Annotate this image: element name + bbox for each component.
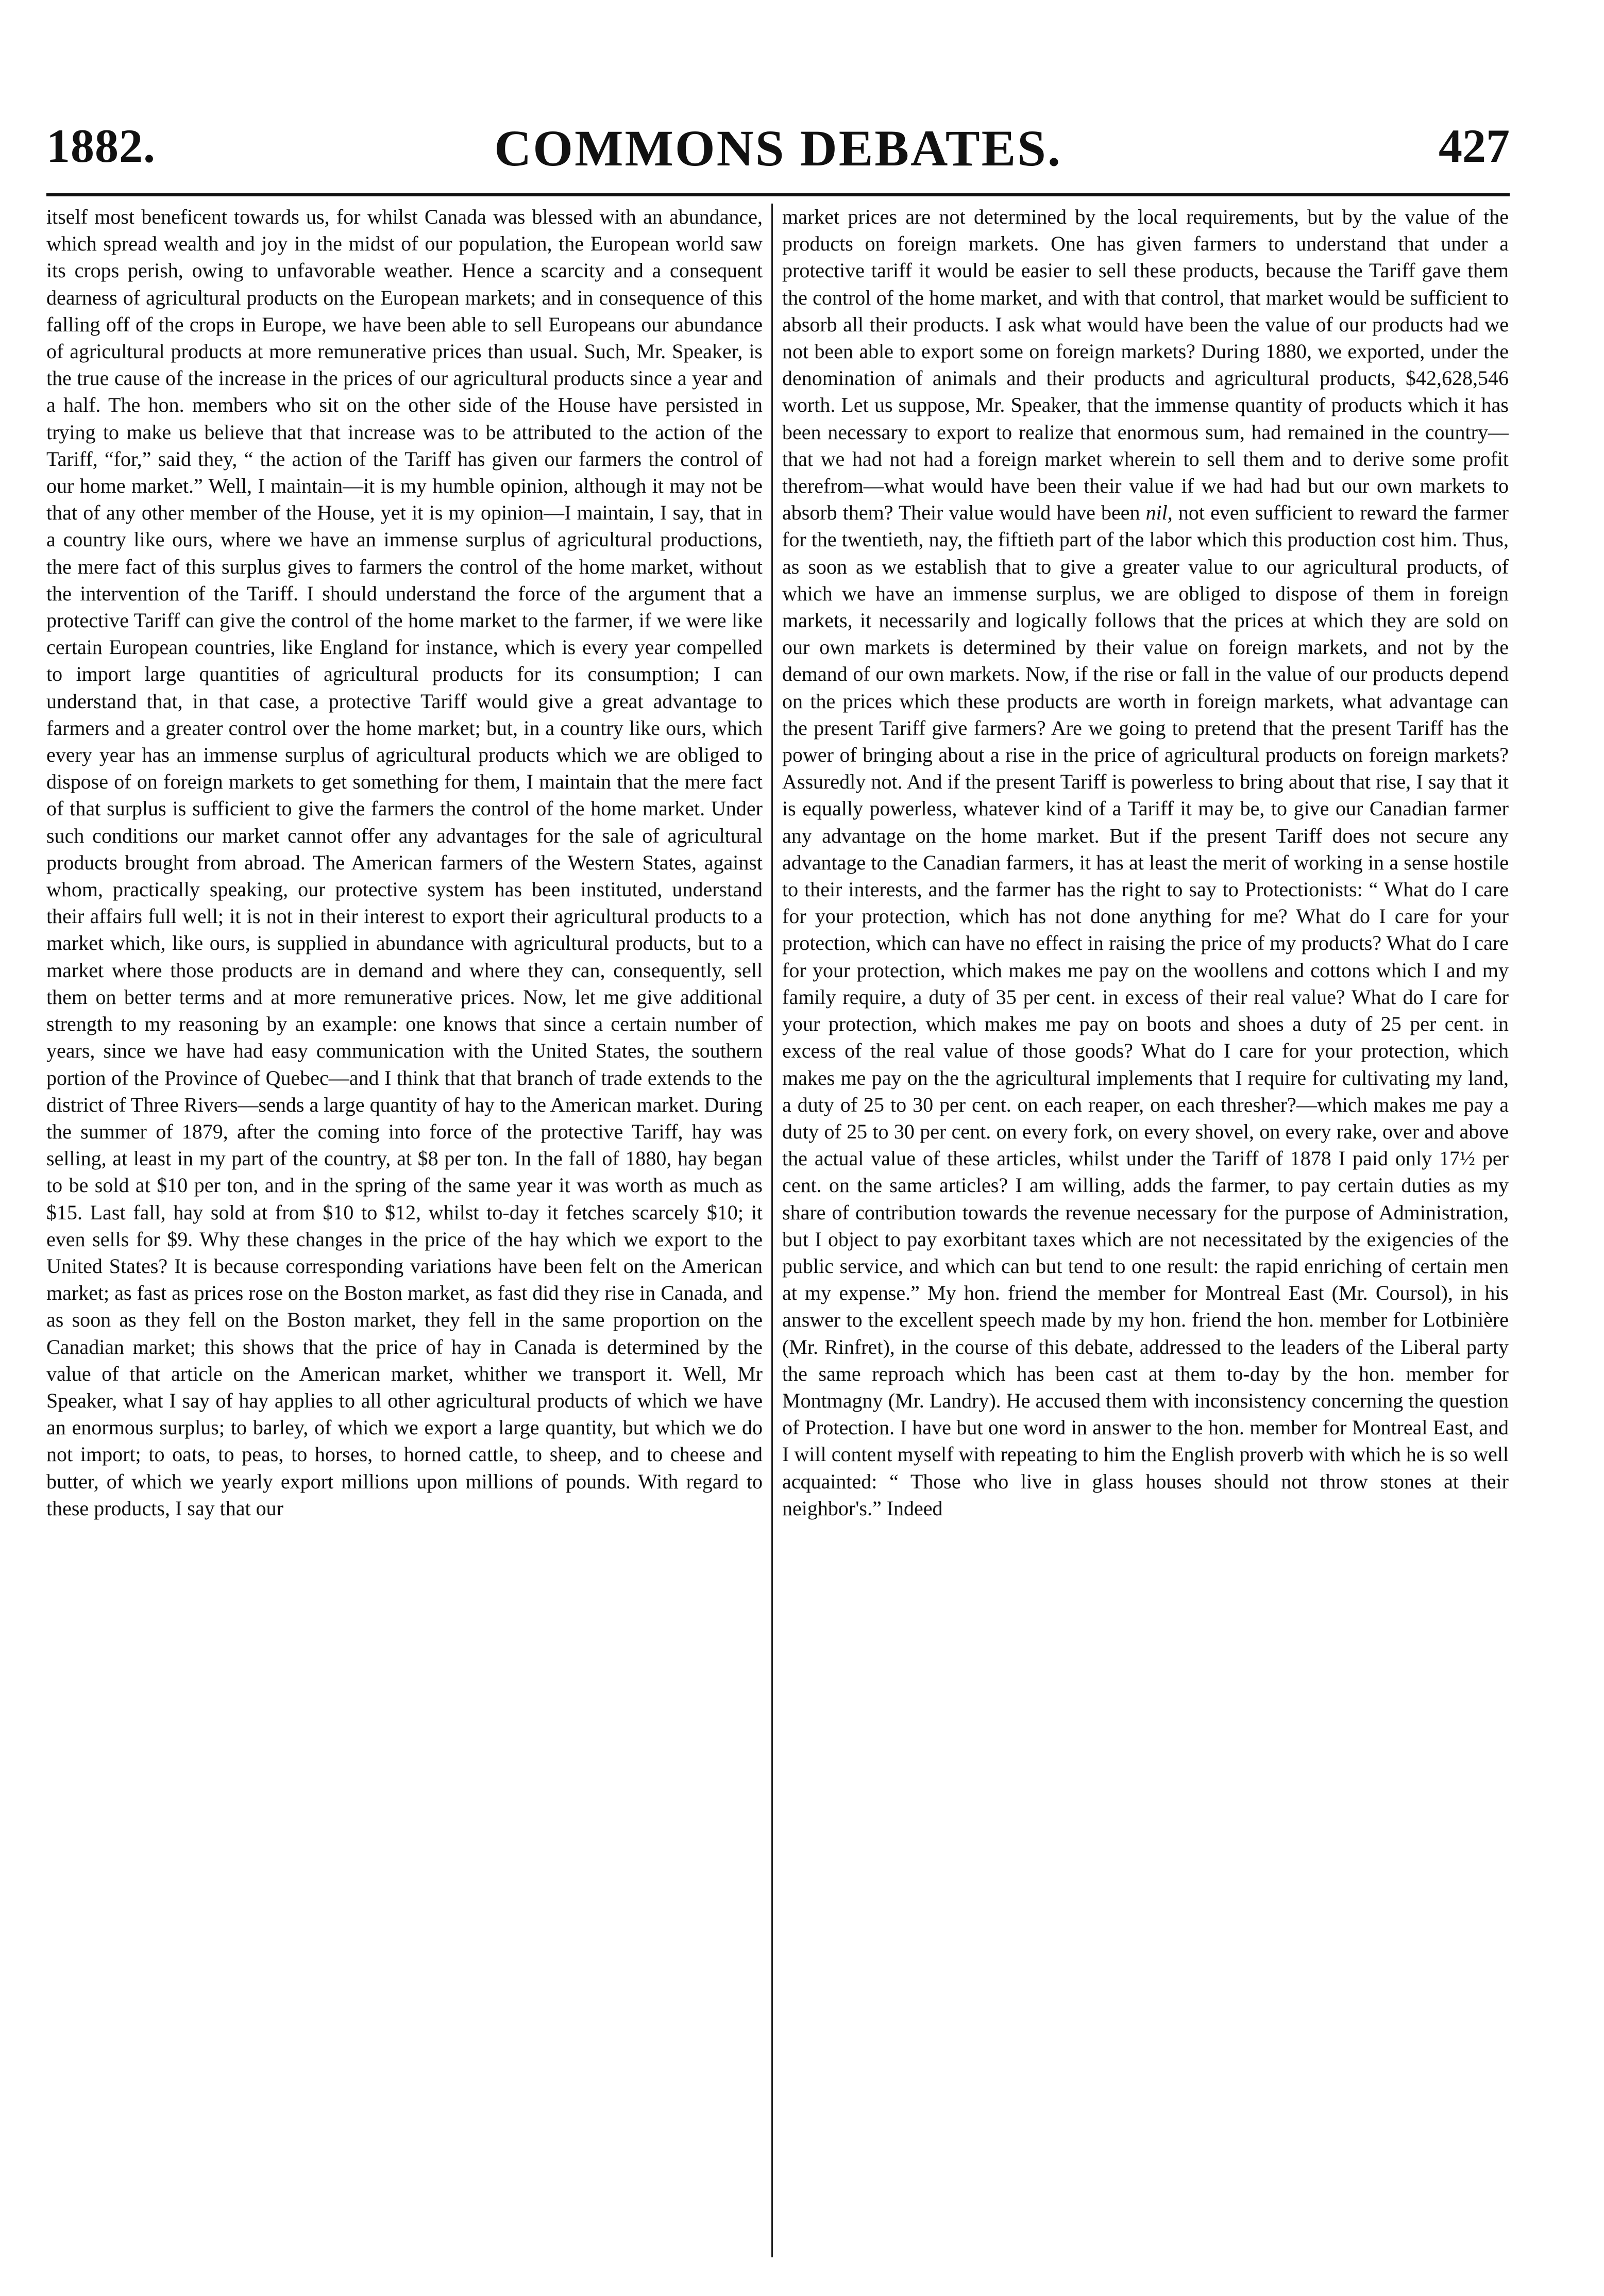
left-column-text: itself most beneficent towards us, for whilst Canada was blessed with an abundance, which spread wealth and joy in the midst of our population, the European world saw its crops perish, owing to unfavorable weather. Hence a scarcity and a consequent dearness of agricultural products on the European markets; and in consequence of this falling off of the crops in Europe, we have been able to sell Europeans our abundance of agricultural products at more remunerative prices than usual. Such, Mr. Speaker, is the true cause of the increase in the prices of our agricultural products since a year and a half. The hon. members who sit on the other side of the House have persisted in trying to make us believe that that increase was to be attributed to the action of the Tariff, “for,” said they, “ the action of the Tariff has given our farmers the control of our home market.” Well, I maintain—it is my humble opinion, although it may not be that of any other member of the House, yet it is my opinion—I maintain, I say, that in a country like ours, where we have an immense surplus of agricultural productions, the mere fact of this surplus gives to farmers the control of the home market, without the intervention of the Tariff. I should understand the force of the argument that a protective Tariff can give the control of the home market to the farmer, if we were like certain European countries, like England for instance, which is every year compelled to import large quantities of agricultural products for its consumption; I can understand that, in that case, a protective Tariff would give a great advantage to farmers and a greater control over the home market; but, in a country like ours, which every year has an immense surplus of agricultural products which we are obliged to dispose of on foreign markets to get something for them, I maintain that the mere fact of that surplus is sufficient to give the farmers the control of the home market. Under such conditions our market cannot offer any advantages for the sale of agricultural products brought from abroad. The American farmers of the Western States, against whom, practically speaking, our protective system has been instituted, understand their affairs full well; it is not in their interest to export their agricultural products to a market which, like ours, is supplied in abundance with agricultural products, but to a market where those products are in demand and where they can, consequently, sell them on better terms and at more remunerative prices. Now, let me give additional strength to my reasoning by an example: one knows that since a certain number of years, since we have had easy communication with the United States, the southern portion of the Province of Quebec—and I think that that branch of trade extends to the district of Three Rivers—sends a large quantity of hay to the American market. During the summer of 1879, after the coming into force of the protective Tariff, hay was selling, at least in my part of the country, at $8 per ton. In the fall of 1880, hay began to be sold at $10 per ton, and in the spring of the same year it was worth as much as $15. Last fall, hay sold at from $10 to $12, whilst to-day it fetches scarcely $10; it even sells for $9. Why these changes in the price of the hay which we export to the United States? It is because corresponding variations have been felt on the American market; as fast as prices rose on the Boston market, as fast did they rise in Canada, and as soon as they fell on the Boston market, they fell in the same proportion on the Canadian market; this shows that the price of hay in Canada is determined by the value of that article on the American market, whither we transport it. Well, Mr Speaker, what I say of hay applies to all other agricultural products of which we have an enormous surplus; to barley, of which we export a large quantity, but which we do not import; to oats, to peas, to horses, to horned cattle, to sheep, and to cheese and butter, of which we yearly export millions upon millions of pounds. With regard to these products, I say that our [46,205,763,1520]
header-year: 1882. [46,120,156,172]
left-column [46,204,763,2257]
right-text-part-1: market prices are not determined by the local requirements, but by the value of the products on foreign markets. One has given farmers to understand that under a protective tariff it would be easier to sell these products, because the Tariff gave them the control of the home market, and with that control, that market would be sufficient to absorb all their products. I ask what would have been the value of our products had we not been able to export some on foreign markets? During 1880, we exported, under the denomination of animals and their products and agricultural products, $42,628,546 worth. Let us suppose, Mr. Speaker, that the immense quantity of products which it has been necessary to export to realize that enormous sum, had remained in the country—that we had not had a foreign market wherein to sell them and to derive some profit therefrom—what would have been their value if we had had but our own markets to absorb them? Their value would have been [782,205,1509,525]
right-text-part-2: not even sufficient to reward the farmer for the twentieth, nay, the fiftieth part of the labor which this production cost him. Thus, as soon as we establish that to give a greater value to our agricultural products, of which we have an immense surplus, we are obliged to dispose of them in foreign markets, it necessarily and logically follows that the prices at which they are sold on our own markets is determined by their value on foreign markets, and not by the demand of our own markets. Now, if the rise or fall in the value of our products depend on the prices which these products are worth in foreign markets, what advantage can the present Tariff give farmers? Are we going to pretend that the present Tariff has the power of bringing about a rise in the price of agricultural products on foreign markets? Assuredly not. And if the present Tariff is powerless to bring about that rise, I say that it is equally powerless, whatever kind of a Tariff it may be, to give our Canadian farmer any advantage on the home market. But if the present Tariff does not secure any advantage to the Canadian farmers, it has at least the merit of working in a sense hostile to their interests, and the farmer has the right to say to Protectionists: “ What do I care for your protection, which has not done anything for me? What do I care for your protection, which can have no effect in raising the price of my products? What do I care for your protection, which makes me pay on the woollens and cottons which I and my family require, a duty of 35 per cent. in excess of their real value? What do I care for your protection, which makes me pay on boots and shoes a duty of 25 per cent. in excess of the real value of those goods? What do I care for your protection, which makes me pay on the the agricultural implements that I require for cultivating my land, a duty of 25 to 30 per cent. on each reaper, on each thresher?—which makes me pay a duty of 25 to 30 per cent. on every fork, on every shovel, on every rake, over and above the actual value of these articles, whilst under the Tariff of 1878 I paid only 17½ per cent. on the same articles? I am willing, adds the farmer, to pay certain duties as my share of contribution towards the revenue necessary for the purpose of Administration, but I object to pay exorbitant taxes which are not necessitated by the exigencies of the public service, and which can but tend to one result: the rapid enriching of certain men at my expense.” My hon. friend the member for Montreal East (Mr. Coursol), in his answer to the excellent speech made by my hon. friend the hon. member for Lotbinière (Mr. Rinfret), in the course of this debate, addressed to the leaders of the Liberal party the same reproach which has been cast at them to-day by the hon. member for Montmagny (Mr. Landry). He accused them with inconsistency concerning the question of Protection. I have but one word in answer to the hon. member for Montreal East, and I will content myself with repeating to him the English proverb with which he is so well acquainted: “ Those who live in glass houses should not throw stones at their neighbor's.” Indeed [782,501,1509,1520]
right-text-italic-nil: nil, [1145,501,1173,525]
column-divider [771,204,773,2257]
right-column-text [782,204,1509,1522]
header-page-number: 427 [1439,120,1510,172]
page-header [46,119,1510,196]
header-rule [46,193,1510,196]
header-title: COMMONS DEBATES. [494,120,1062,177]
right-column [782,204,1509,2257]
